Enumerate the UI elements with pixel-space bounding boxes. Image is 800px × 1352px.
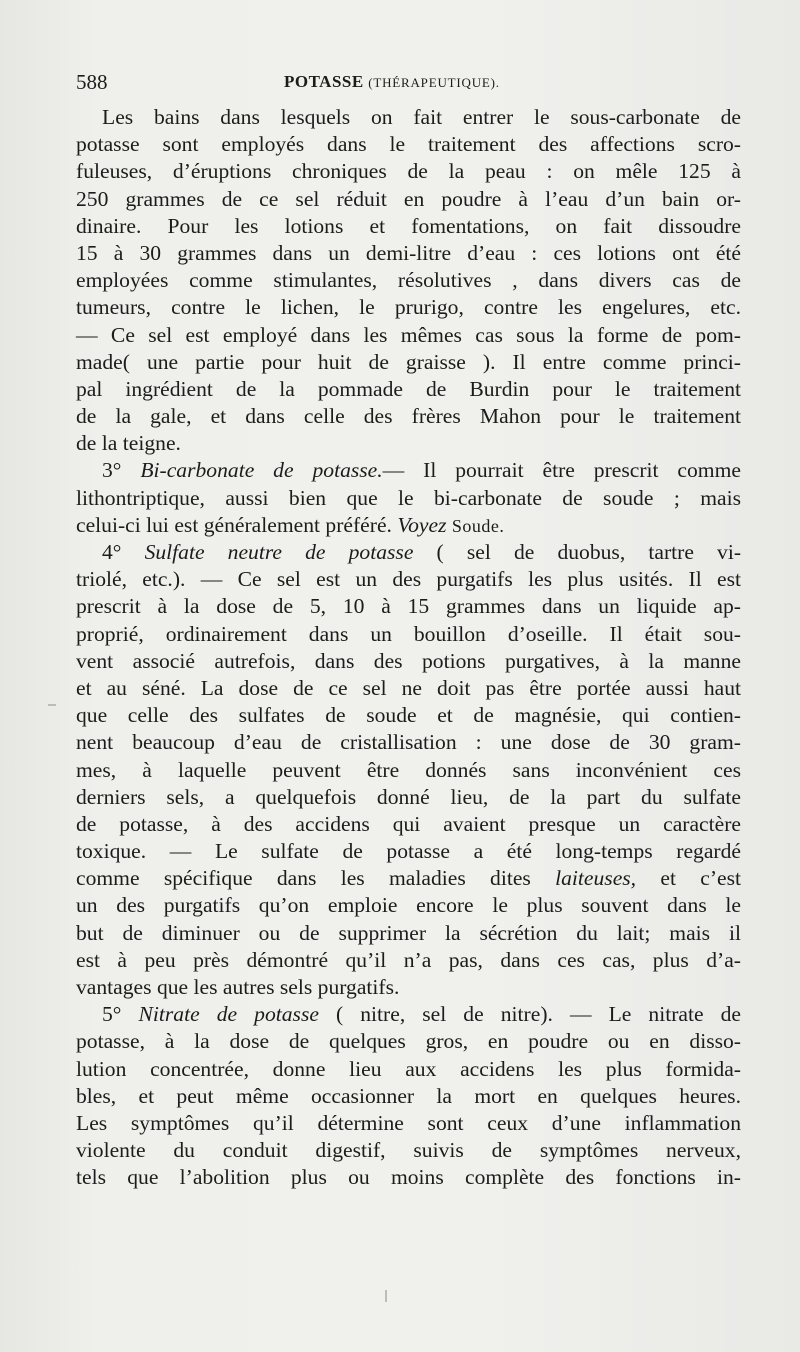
page-number: 588 bbox=[76, 70, 108, 94]
running-head-subtitle: (THÉRAPEUTIQUE). bbox=[368, 75, 500, 90]
text-line: est à peu près démontré qu’il n’a pas, dans ces cas, plus d’a- bbox=[76, 947, 741, 972]
text-line: tels que l’abolition plus ou moins complète des fonctions in- bbox=[76, 1165, 741, 1190]
text-line bbox=[76, 865, 741, 892]
text-line: nent beaucoup d’eau de cristallisation : une dose de 30 gram- bbox=[76, 730, 741, 755]
text-line: lithontriptique, aussi bien que le bi-carbonate de soude ; mais bbox=[76, 485, 741, 510]
text-span: et c’est bbox=[660, 866, 742, 891]
text-line: lution concentrée, donne lieu aux accidens les plus formida- bbox=[76, 1056, 741, 1081]
text-line: Les bains dans lesquels on fait entrer le sous-carbonate de bbox=[102, 105, 741, 129]
text-line: et au séné. La dose de ce sel ne doit pas être portée aussi haut bbox=[76, 675, 741, 700]
text-line: prescrit à la dose de 5, 10 à 15 grammes dans un liquide ap- bbox=[76, 594, 741, 619]
item-title: Bi-carbonate de potasse. bbox=[140, 458, 383, 483]
text-line: vent associé autrefois, dans des potions purgatives, à la manne bbox=[76, 648, 741, 673]
text-line: de la teigne. bbox=[76, 431, 181, 456]
text-line: proprié, ordinairement dans un bouillon d’oseille. Il était sou- bbox=[76, 621, 741, 646]
text-line: triolé, etc.). — Ce sel est un des purgatifs les plus usités. Il est bbox=[76, 567, 741, 592]
page-header bbox=[76, 70, 741, 100]
text-line: — Ce sel est employé dans les mêmes cas sous la forme de pom- bbox=[76, 322, 741, 347]
text-line: potasse sont employés dans le traitement des affections scro- bbox=[76, 132, 741, 157]
running-head bbox=[284, 72, 500, 92]
item-number: 5° bbox=[102, 1002, 122, 1027]
text-line: violente du conduit digestif, suivis de symptômes nerveux, bbox=[76, 1138, 741, 1163]
item-number: 4° bbox=[102, 540, 122, 564]
text-line: fuleuses, d’éruptions chroniques de la peau : on mêle 125 à bbox=[76, 159, 741, 184]
text-line: potasse, à la dose de quelques gros, en poudre ou en disso- bbox=[76, 1029, 741, 1054]
text-line: pal ingrédient de la pommade de Burdin pour le traitement bbox=[76, 376, 741, 401]
print-mark bbox=[385, 1290, 387, 1302]
emphasis-word: laiteuses, bbox=[555, 866, 637, 891]
text-span: ( sel de duobus, tartre vi- bbox=[436, 540, 742, 564]
text-line: tumeurs, contre le lichen, le prurigo, contre les engelures, etc. bbox=[76, 295, 741, 320]
text-line: toxique. — Le sulfate de potasse a été long-temps regardé bbox=[76, 839, 741, 864]
text-line bbox=[76, 512, 741, 539]
text-line: made( une partie pour huit de graisse ). Il entre comme princi- bbox=[76, 349, 741, 374]
cross-reference-voyez: Voyez bbox=[397, 512, 447, 537]
paragraph-5-first-line bbox=[76, 1001, 741, 1028]
text-line: 15 à 30 grammes dans un demi-litre d’eau : ces lotions ont été bbox=[76, 240, 741, 265]
text-span: ( nitre, sel de nitre). — Le nitrate de bbox=[336, 1002, 742, 1027]
text-line: un des purgatifs qu’on emploie encore le plus souvent dans le bbox=[76, 893, 741, 918]
text-line: but de diminuer ou de supprimer la sécrétion du lait; mais il bbox=[76, 920, 741, 945]
item-title: Nitrate de potasse bbox=[138, 1002, 319, 1027]
cross-reference-target: Soude. bbox=[451, 515, 505, 536]
paragraph-4-first-line bbox=[76, 539, 741, 566]
text-span: celui-ci lui est généralement préféré. bbox=[76, 512, 392, 537]
text-line: derniers sels, a quelquefois donné lieu, de la part du sulfate bbox=[76, 784, 741, 809]
item-title: Sulfate neutre de potasse bbox=[144, 540, 414, 564]
text-span: — Il pourrait être prescrit comme bbox=[382, 458, 741, 483]
text-line: 250 grammes de ce sel réduit en poudre à l’eau d’un bain or- bbox=[76, 186, 741, 211]
text-line: Les symptômes qu’il détermine sont ceux d’une inflammation bbox=[76, 1110, 741, 1135]
text-line: de potasse, à des accidens qui avaient presque un caractère bbox=[76, 811, 741, 836]
text-line: employées comme stimulantes, résolutives , dans divers cas de bbox=[76, 268, 741, 293]
text-line: vantages que les autres sels purgatifs. bbox=[76, 975, 400, 999]
text-line: mes, à laquelle peuvent être donnés sans inconvénient ces bbox=[76, 757, 741, 782]
paragraph-3-first-line bbox=[76, 457, 741, 484]
text-line: dinaire. Pour les lotions et fomentations, on fait dissoudre bbox=[76, 213, 741, 238]
item-number: 3° bbox=[102, 458, 122, 483]
running-head-title: POTASSE bbox=[284, 72, 364, 91]
print-mark bbox=[48, 704, 56, 706]
text-line: de la gale, et dans celle des frères Mahon pour le traitement bbox=[76, 404, 741, 429]
text-line: que celle des sulfates de soude et de magnésie, qui contien- bbox=[76, 703, 741, 728]
text-span: comme spécifique dans les maladies dites bbox=[76, 866, 531, 891]
body-text bbox=[76, 104, 741, 1192]
text-line: bles, et peut même occasionner la mort en quelques heures. bbox=[76, 1083, 741, 1108]
